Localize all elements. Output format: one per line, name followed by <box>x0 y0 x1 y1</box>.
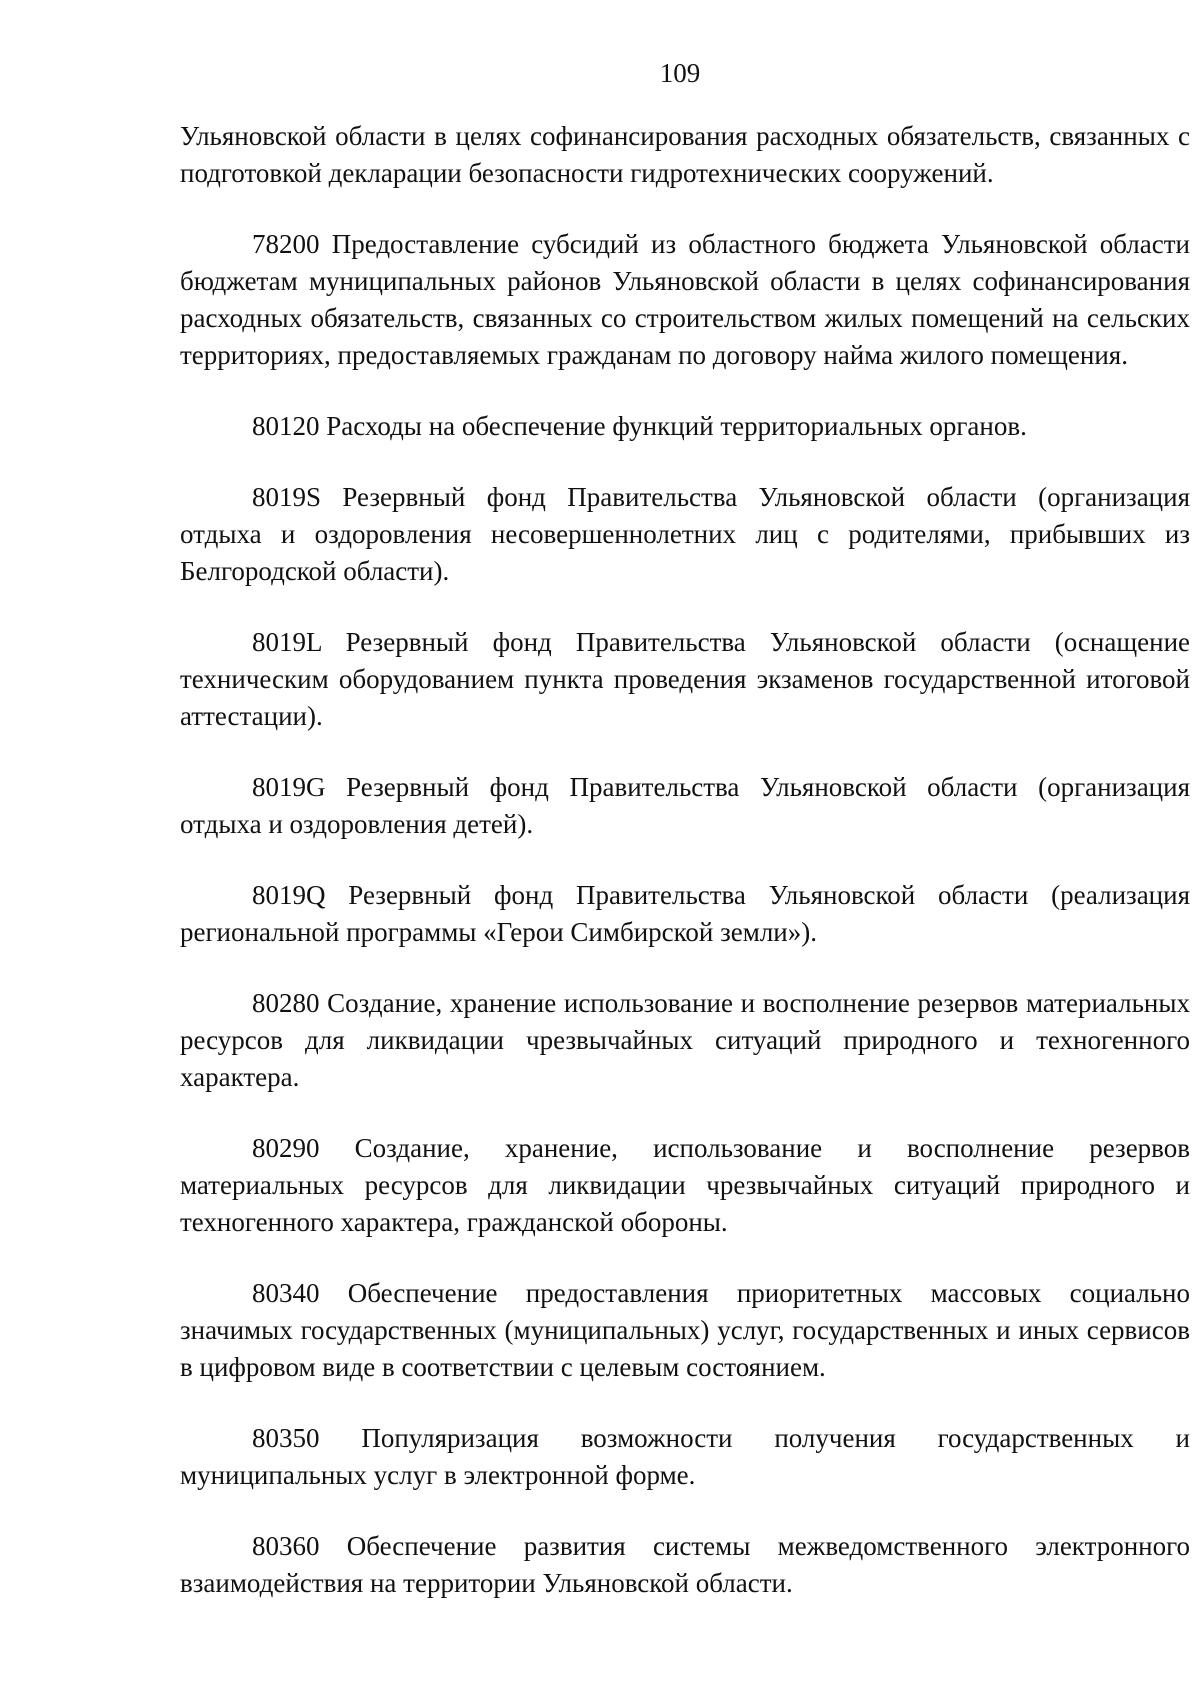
paragraph-80280: 80280 Создание, хранение использование и восполнение резервов материальных ресурсов для ликвидации чрезвычайных ситуаций природного и техногенного характера. <box>180 988 1190 1092</box>
paragraph-8019q: 8019Q Резервный фонд Правительства Ульяновской области (реализация региональной программы «Герои Симбирской земли»). <box>180 880 1190 947</box>
paragraph-8019l: 8019L Резервный фонд Правительства Ульяновской области (оснащение техническим оборудованием пункта проведения экзаменов государственной итоговой аттестации). <box>180 627 1190 731</box>
paragraph-8019g: 8019G Резервный фонд Правительства Ульяновской области (организация отдыха и оздоровления детей). <box>180 772 1190 839</box>
page-number: 109 <box>659 58 701 88</box>
paragraph-78200: 78200 Предоставление субсидий из областного бюджета Ульяновской области бюджетам муниципальных районов Ульяновской области в целях софинансирования расходных обязательств, связанных со строительством жилых помещений на сельских территориях, предоставляемых гражданам по договору найма жилого помещения. <box>180 229 1190 370</box>
paragraph-continuation: Ульяновской области в целях софинансирования расходных обязательств, связанных с подготовкой декларации безопасности гидротехнических сооружений. <box>180 121 1190 188</box>
paragraph-8019s: 8019S Резервный фонд Правительства Ульяновской области (организация отдыха и оздоровления несовершеннолетних лиц с родителями, прибывших из Белгородской области). <box>180 482 1190 586</box>
paragraph-80360: 80360 Обеспечение развития системы межведомственного электронного взаимодействия на территории Ульяновской области. <box>180 1531 1190 1598</box>
paragraph-80350: 80350 Популяризация возможности получения государственных и муниципальных услуг в электронной форме. <box>180 1423 1190 1490</box>
paragraph-80120: 80120 Расходы на обеспечение функций территориальных органов. <box>252 411 1027 441</box>
paragraph-80340: 80340 Обеспечение предоставления приоритетных массовых социально значимых государственных (муниципальных) услуг, государственных и иных сервисов в цифровом виде в соответствии с целевым состоянием. <box>180 1278 1190 1382</box>
paragraph-80290: 80290 Создание, хранение, использование и восполнение резервов материальных ресурсов для ликвидации чрезвычайных ситуаций природного и техногенного характера, гражданской обороны. <box>180 1133 1190 1237</box>
document-body <box>180 118 1190 1636</box>
